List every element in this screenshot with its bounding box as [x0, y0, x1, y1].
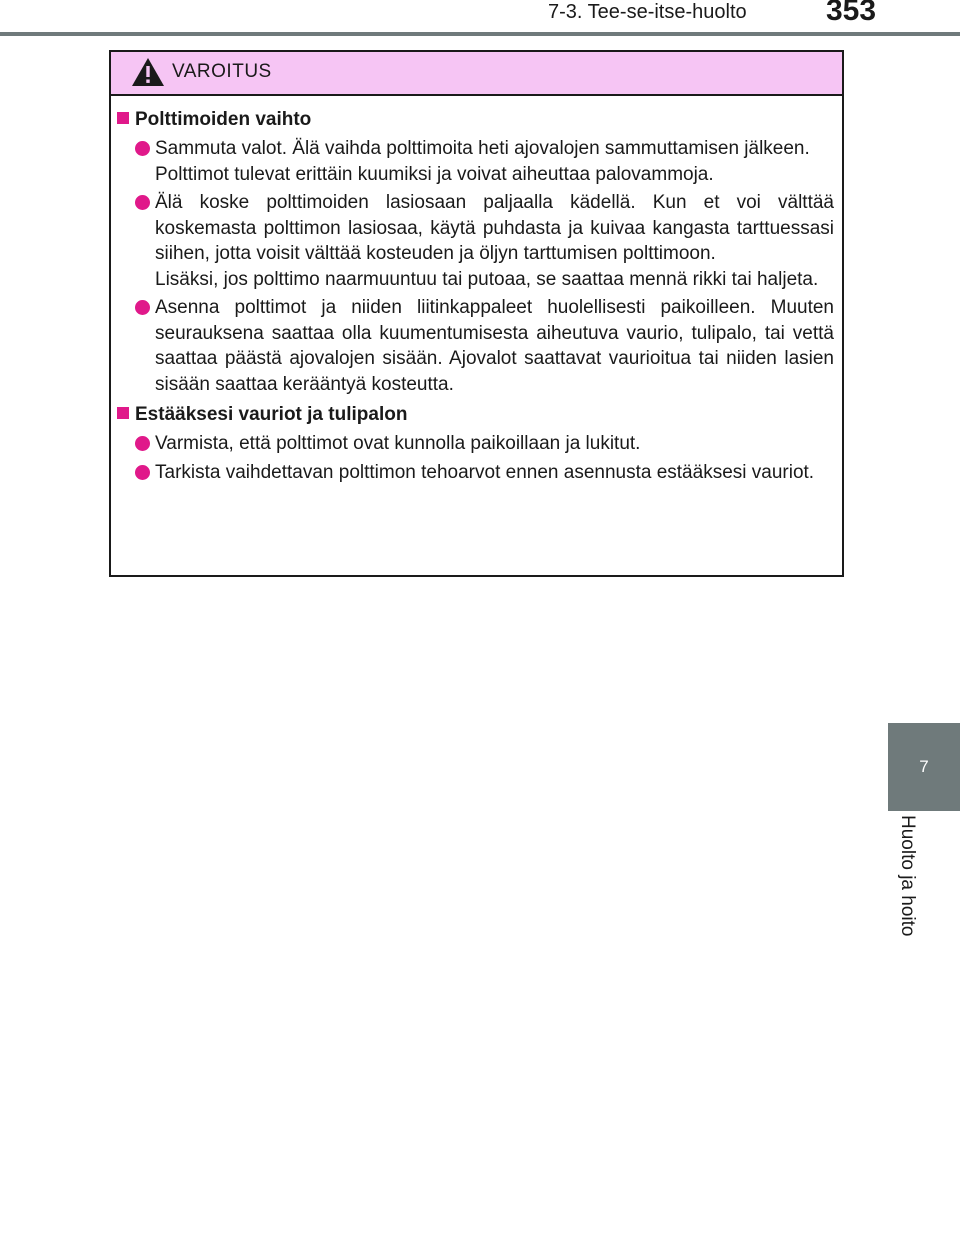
page-number: 353: [826, 0, 877, 27]
header-rule: [0, 32, 960, 36]
topic-heading: [117, 401, 834, 429]
topic-heading-text: Estääksesi vauriot ja tulipalon: [135, 404, 408, 425]
bullet-item: [117, 190, 834, 292]
warning-header: [111, 52, 842, 96]
circle-bullet-icon: [135, 141, 150, 156]
bullet-item: [117, 136, 834, 187]
bullet-paragraph: Polttimot tulevat erittäin kuumiksi ja voivat aiheuttaa palovammoja.: [155, 163, 714, 185]
bullet-item: [117, 431, 834, 457]
section-title: 7-3. Tee-se-itse-huolto: [548, 1, 747, 23]
topic-heading: [117, 106, 834, 134]
bullet-item: [117, 460, 834, 486]
circle-bullet-icon: [135, 300, 150, 315]
warning-topic: [117, 106, 834, 397]
bullet-paragraph: Sammuta valot. Älä vaihda polttimoita heti ajovalojen sammuttamisen jälkeen.: [155, 138, 810, 159]
square-bullet-icon: [117, 407, 129, 419]
topic-heading-text: Polttimoiden vaihto: [135, 109, 312, 130]
chapter-tab: [888, 723, 960, 811]
bullet-paragraph: Älä koske polttimoiden lasiosaan paljaalla kädellä. Kun et voi välttää koskemasta polttimon lasiosaa, käytä puhdasta ja kuivaa kangasta tarttuessasi siihen, jotta voisit välttää kosteuden ja öljyn tarttumisen polttimoon.: [155, 192, 834, 264]
circle-bullet-icon: [135, 465, 150, 480]
warning-title: VAROITUS: [172, 61, 272, 82]
chapter-title: Huolto ja hoito: [897, 815, 918, 937]
warning-body: [111, 96, 842, 485]
warning-topic: [117, 401, 834, 485]
square-bullet-icon: [117, 112, 129, 124]
bullet-paragraph: Tarkista vaihdettavan polttimon tehoarvot ennen asennusta estääksesi vauriot.: [155, 461, 815, 483]
circle-bullet-icon: [135, 195, 150, 210]
bullet-paragraph: Asenna polttimot ja niiden liitinkappaleet huolellisesti paikoilleen. Muuten seurauksena saattaa olla kuumentumisesta aiheutuva vaurio, tulipalo, tai vettä saattaa päästä ajovalojen sisään. Ajovalot saattavat vaurioitua tai niiden lasien sisään saattaa kerääntyä kosteutta.: [155, 297, 834, 395]
bullet-paragraph: Varmista, että polttimot ovat kunnolla paikoillaan ja lukitut.: [155, 433, 641, 454]
warning-triangle-icon: [131, 57, 165, 87]
circle-bullet-icon: [135, 436, 150, 451]
bullet-paragraph: Lisäksi, jos polttimo naarmuuntuu tai putoaa, se saattaa mennä rikki tai haljeta.: [155, 268, 819, 290]
chapter-number: 7: [919, 757, 929, 776]
warning-box: [109, 50, 844, 577]
bullet-item: [117, 295, 834, 397]
